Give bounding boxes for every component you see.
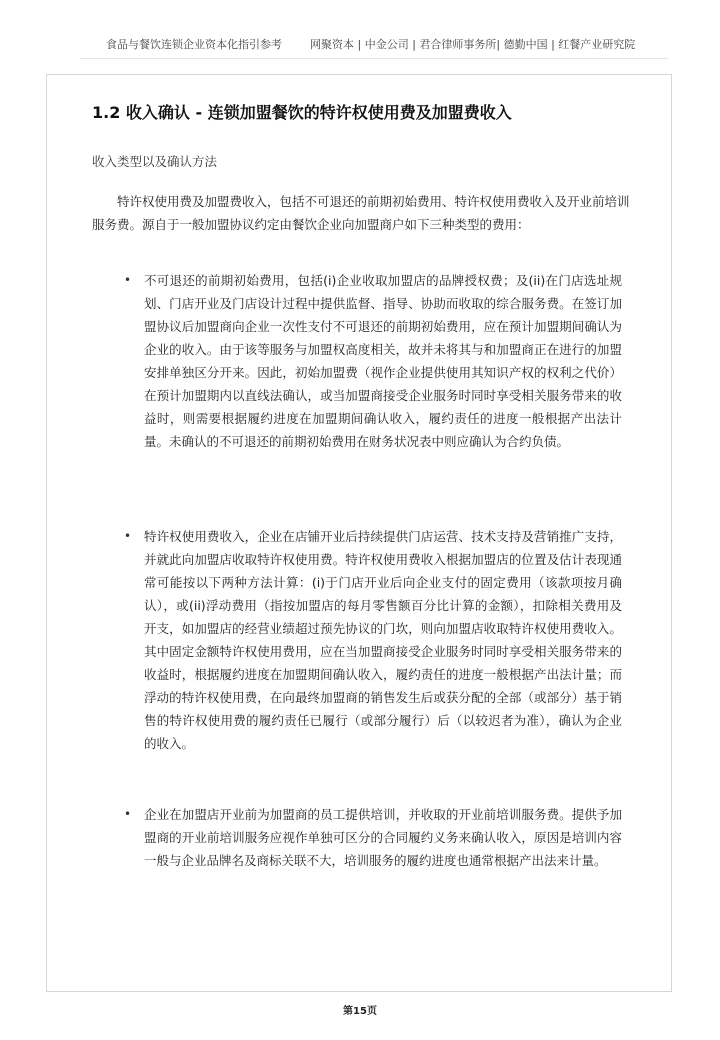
header-publishers: 网聚资本 | 中金公司 | 君合律师事务所| 德勤中国 | 红餐产业研究院 [310, 38, 636, 51]
list-item-text: 特许权使用费收入，企业在店铺开业后持续提供门店运营、技术支持及营销推广支持，并就此向加盟店收取特许权使用费。特许权使用费收入根据加盟店的位置及估计表现通常可能按以下两种方法计算：(i)于门店开业后向企业支付的固定费用（该款项按月确认），或(ii)浮动费用（指按加盟店的每月零售额百分比计算的金额），扣除相关费用及开支，如加盟店的经营业绩超过预先协议的门坎，则向加盟店收取特许权使用费收入。其中固定金额特许权使用费用，应在当加盟商接受企业服务时同时享受相关服务带来的收益时，根据履约进度在加盟期间确认收入，履约责任的进度一般根据产出法计量；而浮动的特许权使用费，在向最终加盟商的销售发生后或获分配的全部（或部分）基于销售的特许权使用费的履约责任已履行（或部分履行）后（以较迟者为准），确认为企业的收入。 [144, 529, 622, 751]
header-document-title: 食品与餐饮连锁企业资本化指引参考 [106, 38, 282, 51]
page-number: 第15页 [343, 1006, 377, 1017]
list-item-text: 不可退还的前期初始费用，包括(i)企业收取加盟店的品牌授权费；及(ii)在门店选址规划、门店开业及门店设计过程中提供监督、指导、协助而收取的综合服务费。在签订加盟协议后加盟商向企业一次性支付不可退还的前期初始费用，应在预计加盟期间确认为企业的收入。由于该等服务与加盟权高度相关，故并未将其与和加盟商正在进行的加盟安排单独区分开来。因此，初始加盟费（视作企业提供使用其知识产权的权利之代价）在预计加盟期内以直线法确认，或当加盟商接受企业服务时同时享受相关服务带来的收益时，则需要根据履约进度在加盟期间确认收入，履约责任的进度一般根据产出法计量。未确认的不可退还的前期初始费用在财务状况表中则应确认为合约负债。 [144, 273, 622, 449]
header-divider [80, 58, 668, 59]
intro-paragraph: 特许权使用费及加盟费收入，包括不可退还的前期初始费用、特许权使用费收入及开业前培训服务费。源自于一般加盟协议约定由餐饮企业向加盟商户如下三种类型的费用： [92, 194, 630, 232]
bullet-icon: • [124, 807, 132, 821]
section-subtitle: 收入类型以及确认方法 [92, 154, 218, 169]
section-title: 1.2 收入确认 - 连锁加盟餐饮的特许权使用费及加盟费收入 [92, 103, 512, 122]
page-header [0, 34, 720, 54]
bullet-icon: • [124, 273, 132, 287]
list-item-text: 企业在加盟店开业前为加盟商的员工提供培训，并收取的开业前培训服务费。提供予加盟商的开业前培训服务应视作单独可区分的合同履约义务来确认收入，原因是培训内容一般与企业品牌名及商标关联不大，培训服务的履约进度也通常根据产出法来计量。 [144, 807, 622, 868]
bullet-icon: • [124, 529, 132, 543]
